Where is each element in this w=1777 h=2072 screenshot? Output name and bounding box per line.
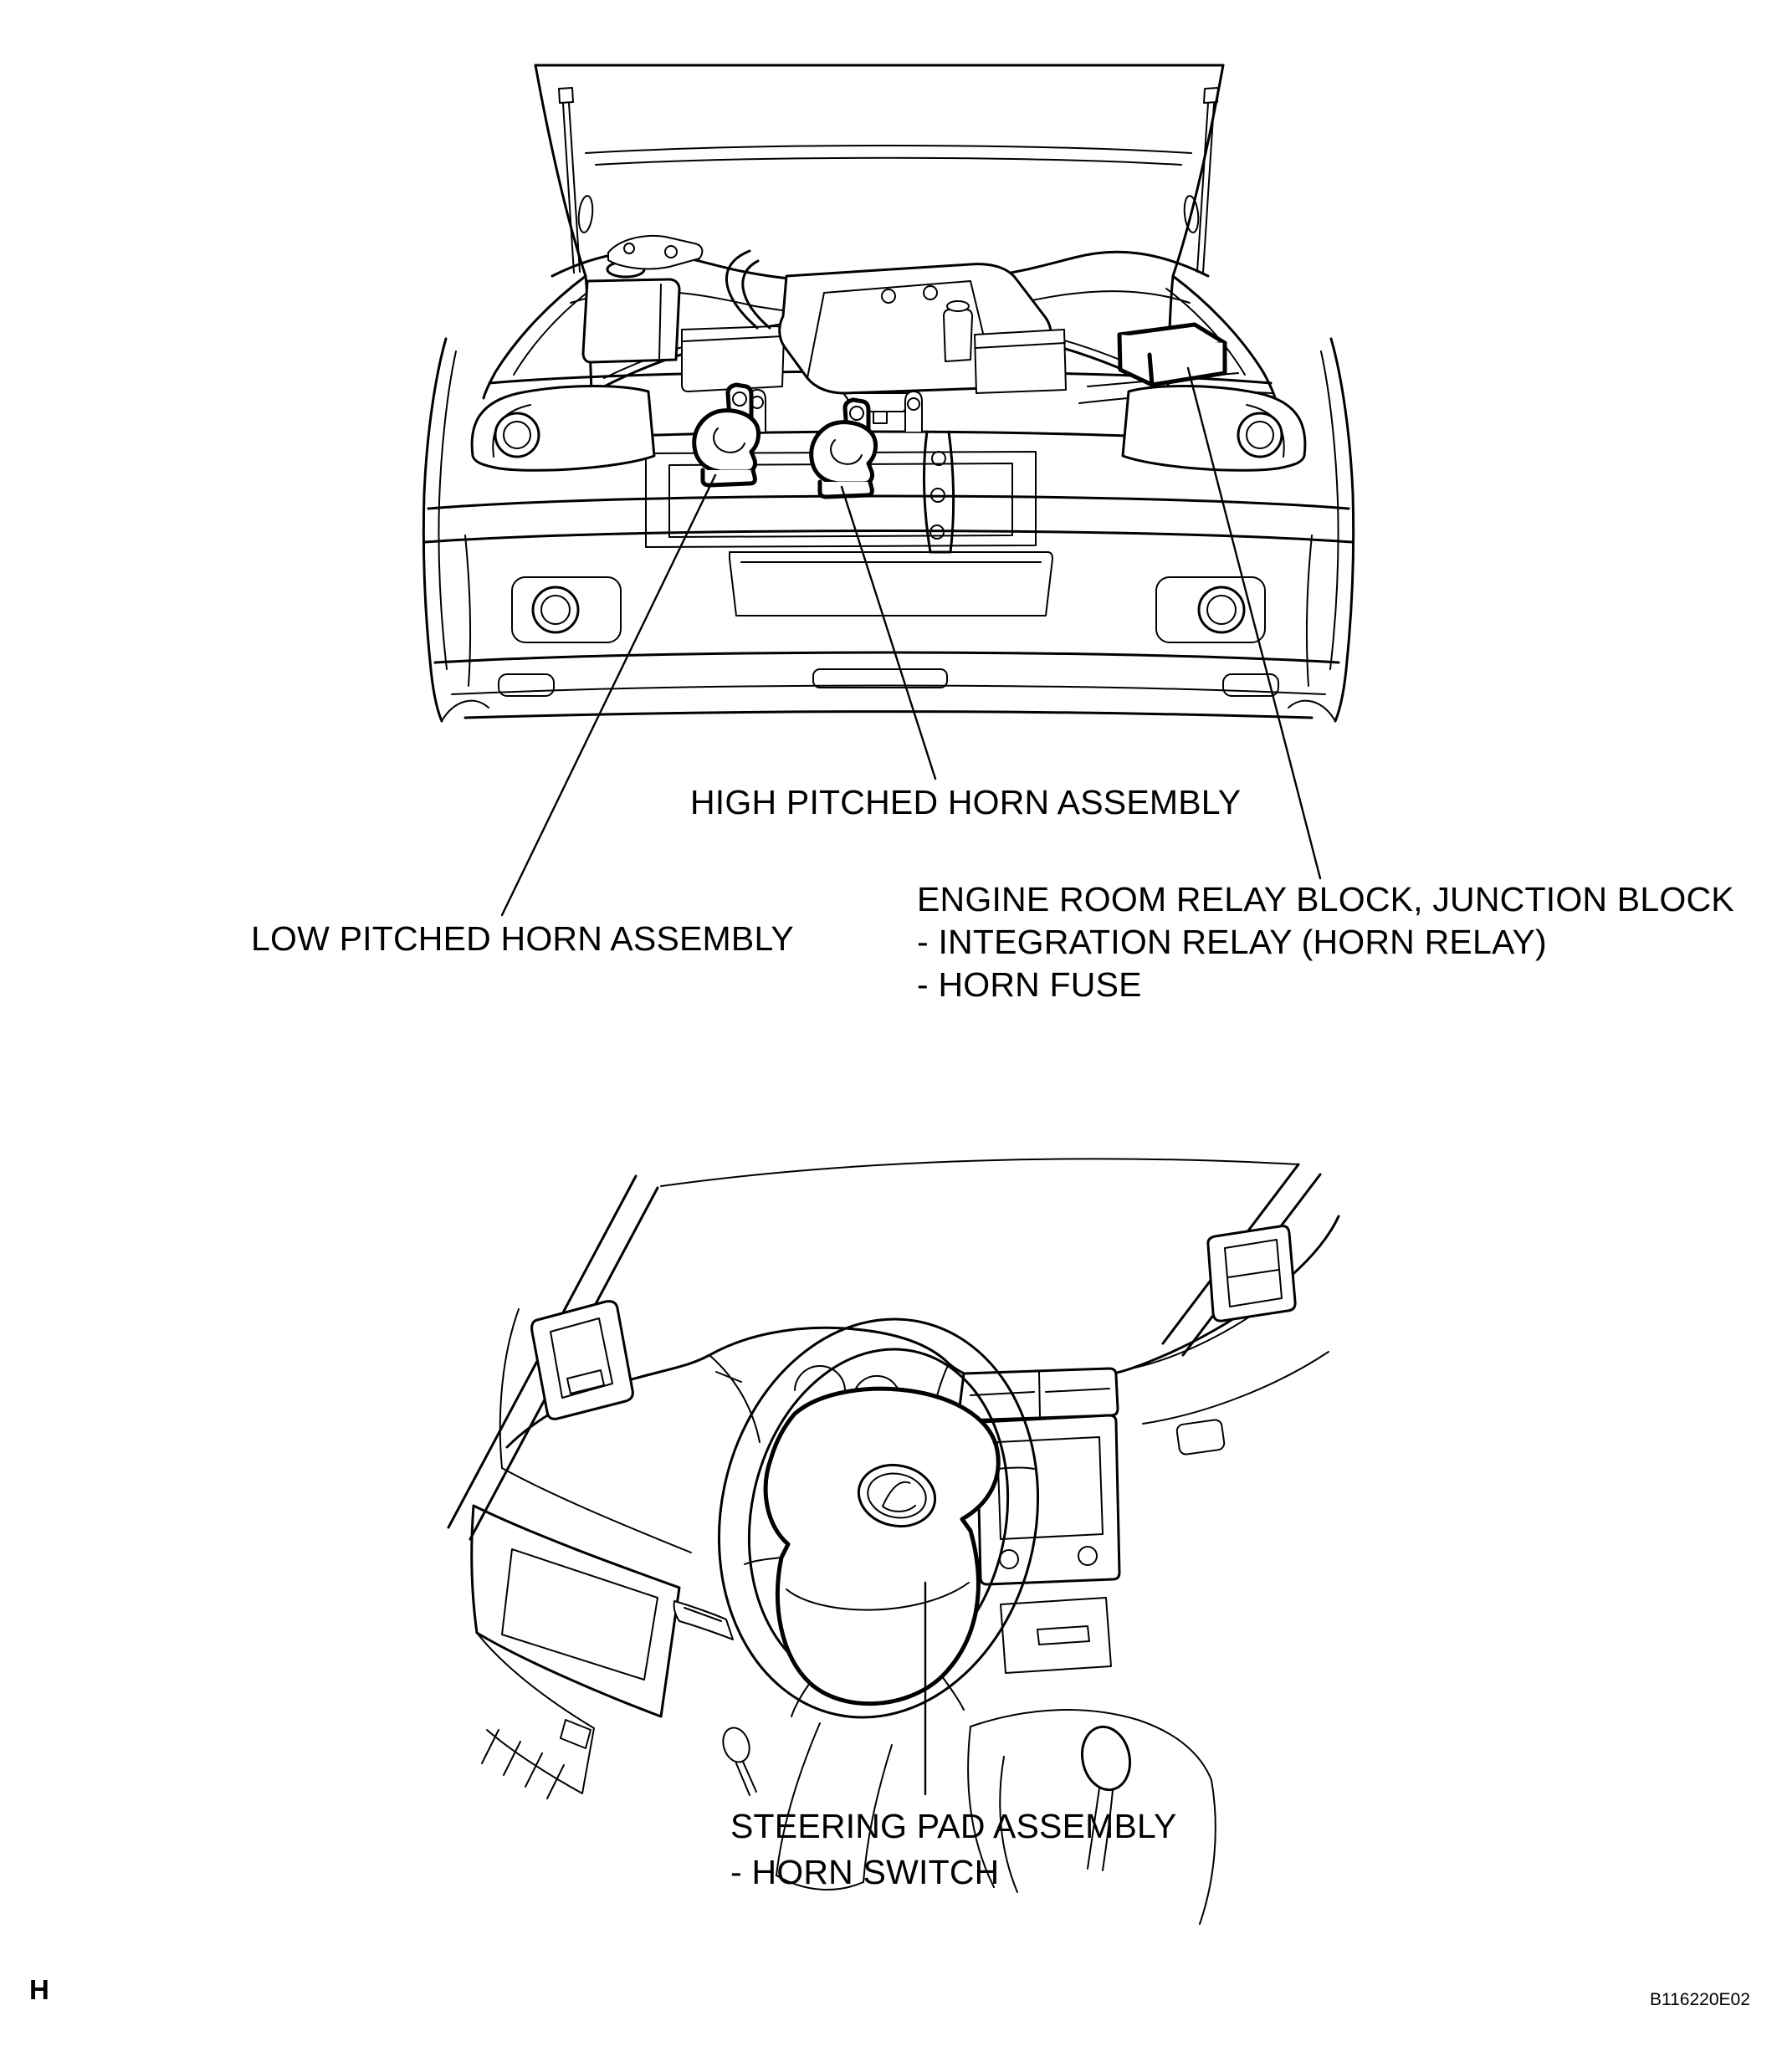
label-relay-block bbox=[917, 878, 1734, 1006]
label-relay-block-line3: - HORN FUSE bbox=[917, 965, 1142, 1004]
center-stack bbox=[959, 1369, 1119, 1673]
label-low-pitched-horn: LOW PITCHED HORN ASSEMBLY bbox=[251, 919, 794, 958]
driver-vent bbox=[532, 1302, 633, 1420]
label-high-pitched-horn: HIGH PITCHED HORN ASSEMBLY bbox=[690, 783, 1242, 821]
label-relay-block-line2: - INTEGRATION RELAY (HORN RELAY) bbox=[917, 923, 1547, 961]
label-steering-pad-line2: - HORN SWITCH bbox=[730, 1853, 1000, 1891]
headlight-left bbox=[472, 386, 654, 471]
lower-dash-left bbox=[472, 1506, 679, 1798]
high-pitched-horn bbox=[812, 400, 876, 497]
low-pitched-horn bbox=[694, 385, 759, 485]
label-steering-pad-line1: STEERING PAD ASSEMBLY bbox=[730, 1807, 1177, 1845]
section-letter: H bbox=[29, 1974, 49, 2005]
steering-pad bbox=[766, 1389, 998, 1703]
figure-code: B116220E02 bbox=[1650, 1990, 1750, 2009]
label-steering-pad bbox=[730, 1803, 1177, 1895]
front-bumper bbox=[425, 496, 1352, 718]
label-relay-block-line1: ENGINE ROOM RELAY BLOCK, JUNCTION BLOCK bbox=[917, 880, 1734, 918]
relay-block bbox=[1119, 325, 1225, 385]
headlight-right bbox=[1123, 386, 1305, 471]
